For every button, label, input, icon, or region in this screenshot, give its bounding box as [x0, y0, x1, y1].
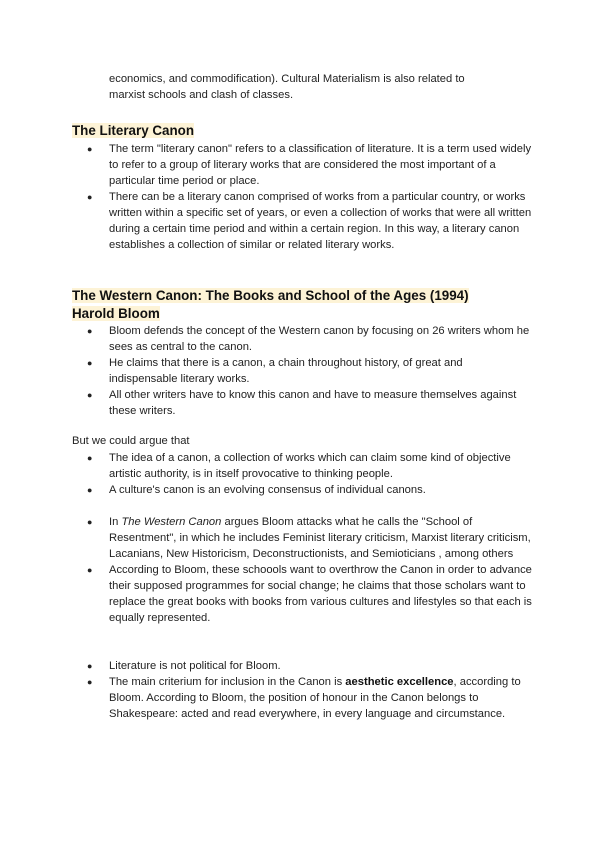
heading-literary-canon-text: The Literary Canon	[72, 123, 195, 138]
list-item-text: A culture's canon is an evolving consensus of individual canons.	[109, 484, 426, 496]
continuation-line-2: marxist schools and clash of classes.	[109, 89, 294, 101]
bullet-icon: ●	[87, 517, 93, 527]
bullet-icon: ●	[87, 485, 93, 495]
list-item-text: Bloom defends the concept of the Western canon by focusing on 26 writers whom he sees as central to the canon.	[109, 325, 530, 353]
list-item-text: According to Bloom, these schoools want to overthrow the Canon in order to advance their supposed programmes for social change; he claims that those scholars want to replace the great books with books from various cultures and lifestyles so that each is equally represented.	[109, 564, 532, 624]
list-item	[72, 355, 532, 387]
criterion-list	[72, 658, 532, 722]
bullet-icon: ●	[87, 677, 93, 687]
continuation-line-1: economics, and commodification). Cultural Materialism is also related to	[109, 73, 465, 85]
bullet-icon: ●	[87, 565, 93, 575]
argue-list	[72, 450, 532, 498]
list-item-text-rest: argues Bloom attacks what he calls the "School of Resentment", in which he includes Feminist literary criticism, Marxist literary criticism, Lacanians, New Historicism, Deconstructionists, and Semioticians , among others	[109, 516, 531, 560]
list-item-text: The term "literary canon" refers to a classification of literature. It is a term used widely to refer to a group of literary works that are considered the most important of a particular time period or place.	[109, 143, 532, 187]
book-title: The Western Canon	[121, 516, 222, 528]
list-item	[72, 450, 532, 482]
list-item	[72, 323, 532, 355]
resentment-list	[72, 514, 532, 626]
bullet-icon: ●	[87, 144, 93, 154]
literary-canon-list	[72, 141, 532, 253]
heading-western-canon	[72, 287, 469, 323]
list-item	[72, 482, 532, 498]
list-item	[72, 658, 532, 674]
bullet-icon: ●	[87, 192, 93, 202]
list-item-text-rest: , according to Bloom. According to Bloom, the position of honour in the Canon belongs to Shakespeare: acted and read everywhere, in every language and circumstance.	[109, 676, 521, 720]
continuation-text	[109, 71, 529, 103]
list-item	[72, 562, 532, 626]
bullet-icon: ●	[87, 358, 93, 368]
heading-western-canon-title: The Western Canon: The Books and School of the Ages (1994)	[72, 288, 469, 303]
bullet-icon: ●	[87, 390, 93, 400]
list-item-text: The idea of a canon, a collection of works which can claim some kind of objective artistic authority, is in itself provocative to thinking people.	[109, 452, 511, 480]
list-item	[72, 514, 532, 562]
western-canon-list	[72, 323, 532, 419]
argue-intro: But we could argue that	[72, 435, 190, 447]
list-item-text: There can be a literary canon comprised of works from a particular country, or works written within a specific set of years, or even a collection of works that were all written during a certain time period and within a certain region. In this way, a literary canon establishes a collection of similar or related literary works.	[109, 191, 532, 251]
bullet-icon: ●	[87, 453, 93, 463]
list-item	[72, 674, 532, 722]
list-item-text: All other writers have to know this canon and have to measure themselves against these writers.	[109, 389, 517, 417]
list-item-text-prefix: In	[109, 516, 122, 528]
heading-literary-canon	[72, 122, 194, 140]
list-item-text-prefix: The main criterium for inclusion in the Canon is	[109, 676, 346, 688]
list-item	[72, 141, 532, 189]
list-item-text: He claims that there is a canon, a chain throughout history, of great and indispensable literary works.	[109, 357, 463, 385]
heading-western-canon-author: Harold Bloom	[72, 306, 160, 321]
list-item	[72, 387, 532, 419]
list-item	[72, 189, 532, 253]
bullet-icon: ●	[87, 661, 93, 671]
bullet-icon: ●	[87, 326, 93, 336]
list-item-text: Literature is not political for Bloom.	[109, 660, 281, 672]
emphasis-aesthetic-excellence: aesthetic excellence	[345, 676, 454, 688]
